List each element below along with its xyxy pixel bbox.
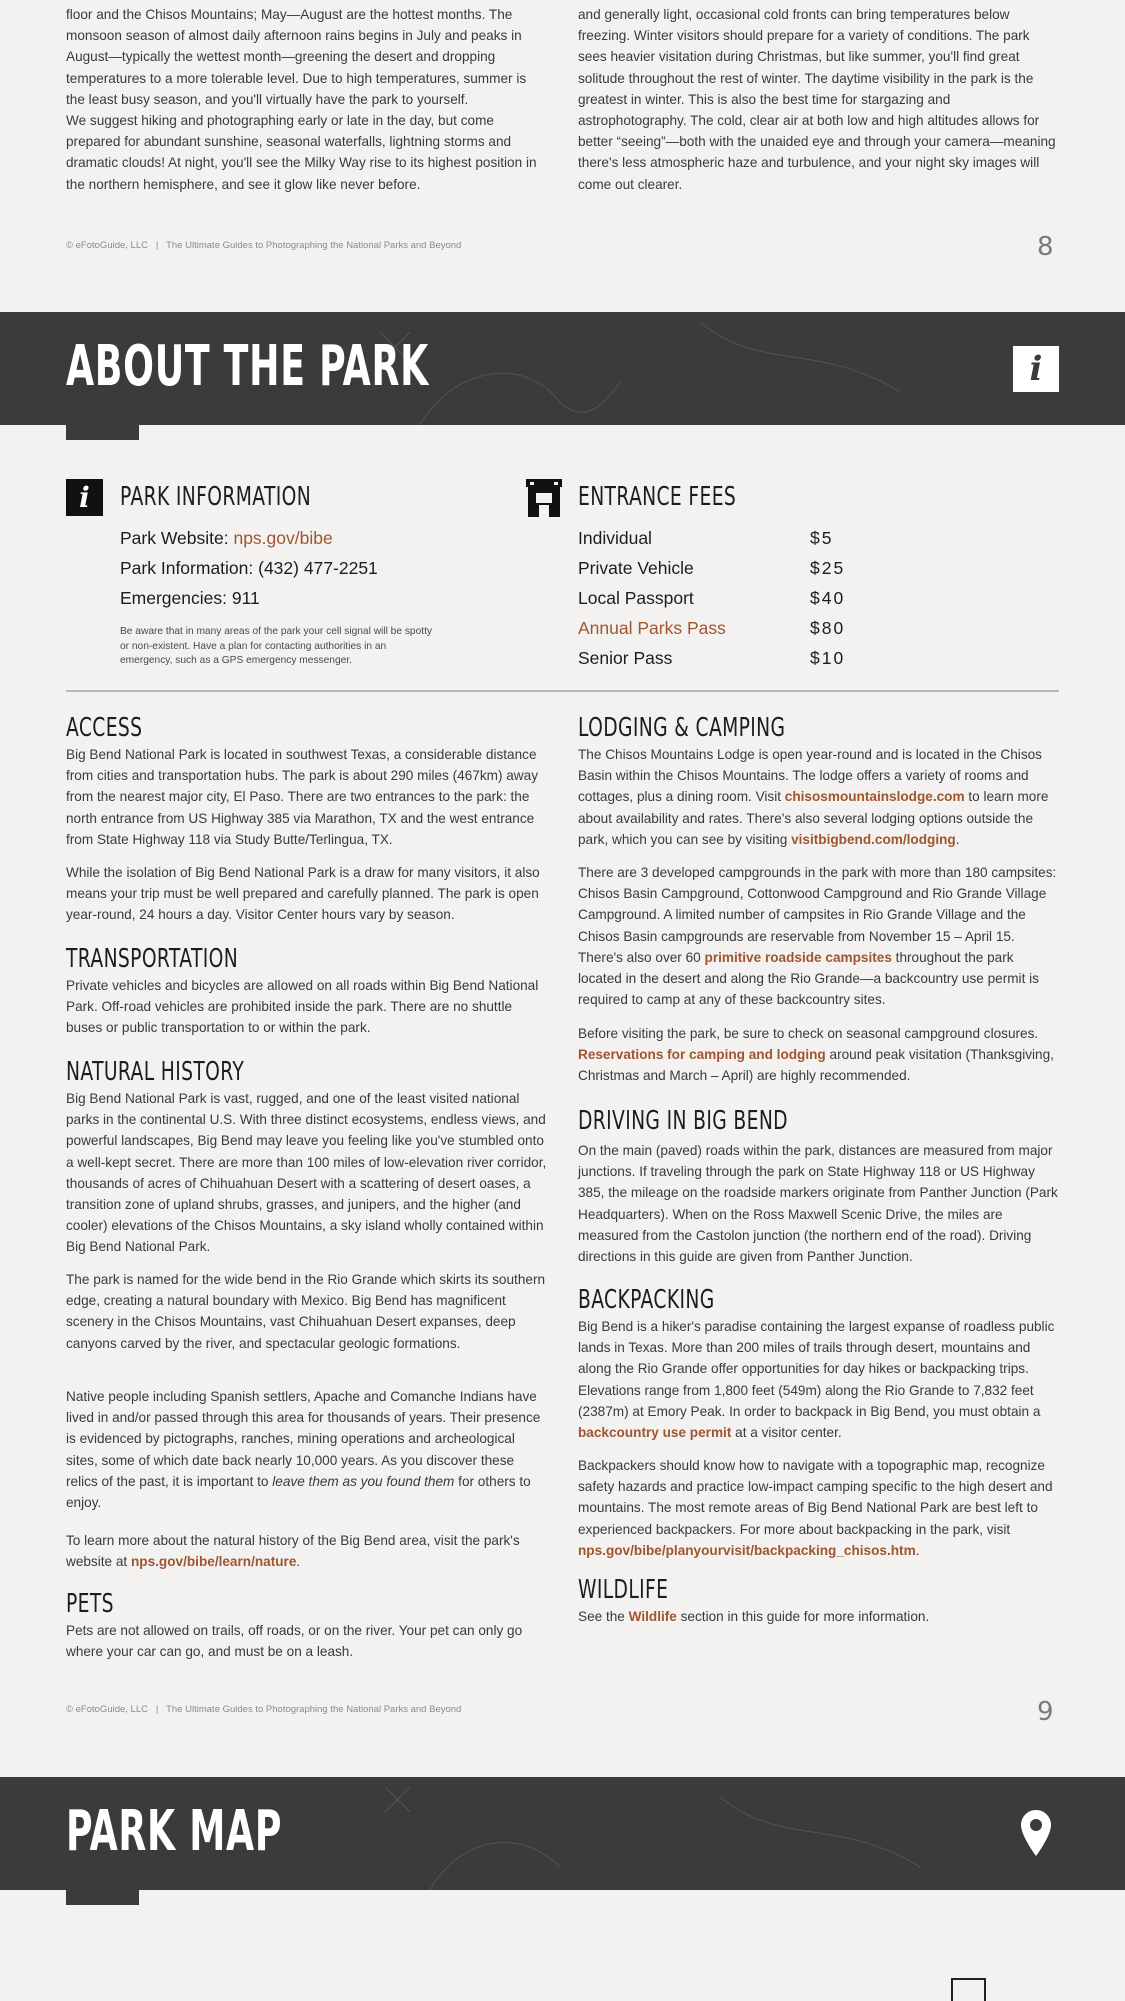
park-website-link[interactable]: nps.gov/bibe xyxy=(233,528,333,548)
natural-history-p3-italic: leave them as you found them xyxy=(272,1473,455,1489)
lodging-p1-text: The Chisos Mountains Lodge is open year-round and is located in the Chisos Basin within the Chisos Mountains. The lodge offers a variety of rooms and cottages, plus a dining room. Visit xyxy=(578,747,1042,805)
fee-amount: $80 xyxy=(810,618,846,638)
natural-history-paragraph-2: The park is named for the wide bend in the Rio Grande which skirts its southern edge, creating a natural boundary with Mexico. Big Bend has magnificent scenery in the Chisos Mountains, vast Chihuahuan Desert expanses, deep canyons carved by the river, and spectacular geologic formations. xyxy=(66,1272,546,1351)
map-pin-icon xyxy=(1021,1810,1051,1856)
lodging-p2-tail: throughout the park located in the desert and along the Rio Grande—a backcountry use permit is required to camp at any of these backcountry sites. xyxy=(578,949,1039,1008)
fee-label: Private Vehicle xyxy=(578,558,694,578)
page8-footer: © eFotoGuide, LLC | The Ultimate Guides to Photographing the National Parks and Beyond xyxy=(66,240,462,251)
page8-left-paragraph-1: floor and the Chisos Mountains; May—August are the hottest months. The monsoon season of almost daily afternoon rains begins in July and peaks in August—typically the wettest month—greening the desert and dropping temperatures to a more tolerable level. Due to high temperatures, summer is the least busy season, and you'll virtually have the park to yourself. xyxy=(66,7,527,107)
lodge-website-link[interactable]: chisosmountainslodge.com xyxy=(784,789,965,805)
page8-number: 8 xyxy=(1037,232,1054,262)
backpacking-paragraph-1 xyxy=(578,1316,1060,1443)
page9-number: 9 xyxy=(1037,1697,1054,1727)
info-icon: i xyxy=(1013,346,1059,392)
entrance-fees-heading: ENTRANCE FEES xyxy=(578,482,737,512)
fee-amount: $25 xyxy=(810,558,846,578)
natural-history-paragraph-1: Big Bend National Park is vast, rugged, and one of the least visited national parks in the continental U.S. With three distinct ecosystems, endless views, and powerful landscapes, Big Bend may leave you feeling like you've stumbled onto a well-kept secret. There are more than 100 miles of low-elevation river corridor, thousands of acres of Chihuahuan Desert with a scattering of desert oases, a transition zone of upland shrubs, grasses, and junipers, and the higher (and cooler) elevations of the Chisos Mountains, a sky island wholly contained within Big Bend National Park. xyxy=(66,1091,547,1255)
lodging-paragraph-1 xyxy=(578,744,1060,850)
backpacking-p2-text: Backpackers should know how to navigate with a topographic map, recognize safety hazards and practice low-impact camping specific to the high desert and mountains. The most remote areas of Big Bend National Park are best left to experienced backpackers. For more about backpacking in the park, visit xyxy=(578,1458,1053,1537)
page8-right-paragraph: and generally light, occasional cold fronts can bring temperatures below freezing. Winter visitors should prepare for a variety of conditions. The park sees heavier visitation during Christmas, but like summer, you'll find great solitude throughout the rest of winter. The daytime visibility in the park is the greatest in winter. This is also the best time for stargazing and astrophotography. The cold, clear air at both low and high altitudes allows for better “seeing”—both with the unaided eye and through your camera—meaning there's less atmospheric haze and turbulence, and your night sky images will come out clearer. xyxy=(578,7,1056,192)
wildlife-link[interactable]: Wildlife xyxy=(628,1609,677,1624)
transportation-paragraph: Private vehicles and bicycles are allowed on all roads within Big Bend National Park. Off-road vehicles are prohibited inside the park. There are no shuttle buses or public transportation to or within the park. xyxy=(66,978,539,1036)
pets-heading: PETS xyxy=(66,1589,114,1619)
backpacking-p1-text: Big Bend is a hiker's paradise containing the largest expanse of roadless public lands in Texas. More than 200 miles of trails through desert, mountains and along the Rio Grande offer opportunities for day hikes or backpacking trips. Elevations range from 1,800 feet (549m) along the Rio Grande to 7,832 feet (2387m) at Emory Peak. In order to backpack in Big Bend, you must obtain a xyxy=(578,1319,1055,1419)
entrance-gate-icon xyxy=(526,479,562,517)
section-divider xyxy=(66,690,1059,692)
wildlife-p1-text: See the xyxy=(578,1609,629,1624)
driving-paragraph: On the main (paved) roads within the park, distances are measured from major junctions. If traveling through the park on State Highway 118 or US Highway 385, the mileage on the roadside markers originate from Panther Junction (Park Headquarters). When on the Ross Maxwell Scenic Drive, the miles are measured from the Castolon junction (the northern end of the road). Driving directions in this guide are given from Panther Junction. xyxy=(578,1143,1058,1265)
park-map-banner xyxy=(0,1777,1125,1890)
wildlife-p1-tail: section in this guide for more information. xyxy=(676,1609,930,1624)
access-paragraph-1: Big Bend National Park is located in southwest Texas, a considerable distance from cities and transportation hubs. The park is about 290 miles (467km) away from the nearest major city, El Paso. There are two entrances to the park: the north entrance from US Highway 385 via Marathon, TX and the west entrance from State Highway 118 via Study Butte/Terlingua, TX. xyxy=(66,747,538,847)
driving-heading: DRIVING IN BIG BEND xyxy=(578,1106,788,1136)
backpacking-p2-tail: . xyxy=(915,1542,920,1558)
map-fragment xyxy=(951,1978,986,2001)
backcountry-permit-link[interactable]: backcountry use permit xyxy=(578,1425,732,1441)
fee-row-annual-parks-pass xyxy=(578,618,898,648)
fee-label: Senior Pass xyxy=(578,648,673,668)
park-website-line xyxy=(120,528,333,549)
lodging-p1-middle: to learn more about availability and rates. There's also several lodging options outside the park, which you can see by visiting xyxy=(578,789,1049,847)
natural-history-paragraph-4 xyxy=(66,1530,548,1572)
lodging-heading: LODGING & CAMPING xyxy=(578,713,786,743)
access-heading: ACCESS xyxy=(66,713,143,743)
lodging-p3-text: Before visiting the park, be sure to check on seasonal campground closures. xyxy=(578,1026,1039,1041)
banner-title: PARK MAP xyxy=(66,1799,283,1864)
park-website-label: Park Website: xyxy=(120,528,234,548)
transportation-heading: TRANSPORTATION xyxy=(66,944,239,974)
banner-tab xyxy=(66,425,139,440)
natural-history-link[interactable]: nps.gov/bibe/learn/nature xyxy=(130,1554,297,1570)
page8-left-paragraph-2: We suggest hiking and photographing early or late in the day, but come prepared for abundant sunshine, seasonal waterfalls, lightning storms and dramatic clouds! At night, you'll see the Milky Way rise to its highest position in the northern hemisphere, and see it glow like never before. xyxy=(66,113,537,192)
roadside-campsites-link[interactable]: primitive roadside campsites xyxy=(704,949,892,965)
lodging-paragraph-2 xyxy=(578,862,1060,1010)
reservations-link[interactable]: Reservations for camping and lodging xyxy=(578,1047,826,1063)
visitbigbend-link[interactable]: visitbigbend.com/lodging xyxy=(791,831,956,847)
backpacking-p1-tail: at a visitor center. xyxy=(731,1425,842,1441)
fee-label: Individual xyxy=(578,528,652,548)
banner-tab xyxy=(66,1890,139,1905)
fee-row-individual xyxy=(578,528,898,558)
fee-row-local-passport xyxy=(578,588,898,618)
park-emergency-line: Emergencies: 911 xyxy=(120,588,260,608)
natural-history-p3-tail: for others to enjoy. xyxy=(66,1473,531,1511)
fee-amount: $10 xyxy=(810,648,846,668)
backpacking-paragraph-2 xyxy=(578,1455,1060,1561)
wildlife-paragraph xyxy=(578,1606,1060,1627)
lodging-paragraph-3 xyxy=(578,1023,1060,1087)
annual-pass-link[interactable]: Annual Parks Pass xyxy=(578,618,726,638)
banner-title: ABOUT THE PARK xyxy=(66,334,429,399)
park-info-icon: i xyxy=(66,479,103,516)
park-info-heading: PARK INFORMATION xyxy=(120,482,312,512)
fee-row-senior-pass xyxy=(578,648,898,678)
natural-history-p4-tail: . xyxy=(296,1554,301,1570)
fee-row-private-vehicle xyxy=(578,558,898,588)
natural-history-heading: NATURAL HISTORY xyxy=(66,1057,245,1087)
cell-signal-note: Be aware that in many areas of the park your cell signal will be spotty or non-existent. Have a plan for contacting authorities in an emergency, such as a GPS emergency messenger. xyxy=(120,626,433,666)
backpacking-heading: BACKPACKING xyxy=(578,1285,715,1315)
lodging-p3-tail: around peak visitation (Thanksgiving, Christmas and March – April) are highly recommended. xyxy=(578,1047,1054,1084)
wildlife-heading: WILDLIFE xyxy=(578,1575,669,1605)
fee-label: Local Passport xyxy=(578,588,694,608)
lodging-p2-text: There are 3 developed campgrounds in the park with more than 180 campsites: Chisos Basin Campground, Cottonwood Campground and Rio Grande Village Campground. A limited number of campsites in Rio Grande Village and the Chisos Basin campgrounds are reservable from November 15 – April 15. There's also over 60 xyxy=(578,865,1057,965)
about-the-park-banner xyxy=(0,312,1125,425)
access-paragraph-2: While the isolation of Big Bend National Park is a draw for many visitors, it also means your trip must be well prepared and carefully planned. The park is open year-round, 24 hours a day. Visitor Center hours vary by season. xyxy=(66,865,540,923)
lodging-p1-tail: . xyxy=(955,831,960,847)
pets-paragraph: Pets are not allowed on trails, off roads, or on the river. Your pet can only go where your car can go, and must be on a leash. xyxy=(66,1623,523,1660)
park-phone-line: Park Information: (432) 477-2251 xyxy=(120,558,378,578)
fee-amount: $40 xyxy=(810,588,846,608)
natural-history-p3-text: Native people including Spanish settlers, Apache and Comanche Indians have lived in and/or passed through this area for thousands of years. Their presence is evidenced by pictographs, ranches, mining operations and archeological sites, some of which date back nearly 10,000 years. As you discover these relics of the past, it is important to xyxy=(66,1389,541,1489)
fee-amount: $5 xyxy=(810,528,834,548)
backpacking-info-link[interactable]: nps.gov/bibe/planyourvisit/backpacking_chisos.htm xyxy=(578,1542,916,1558)
page9-footer: © eFotoGuide, LLC | The Ultimate Guides to Photographing the National Parks and Beyond xyxy=(66,1704,462,1715)
natural-history-paragraph-3 xyxy=(66,1386,548,1513)
natural-history-p4-text: To learn more about the natural history of the Big Bend area, visit the park's website at xyxy=(66,1533,520,1570)
